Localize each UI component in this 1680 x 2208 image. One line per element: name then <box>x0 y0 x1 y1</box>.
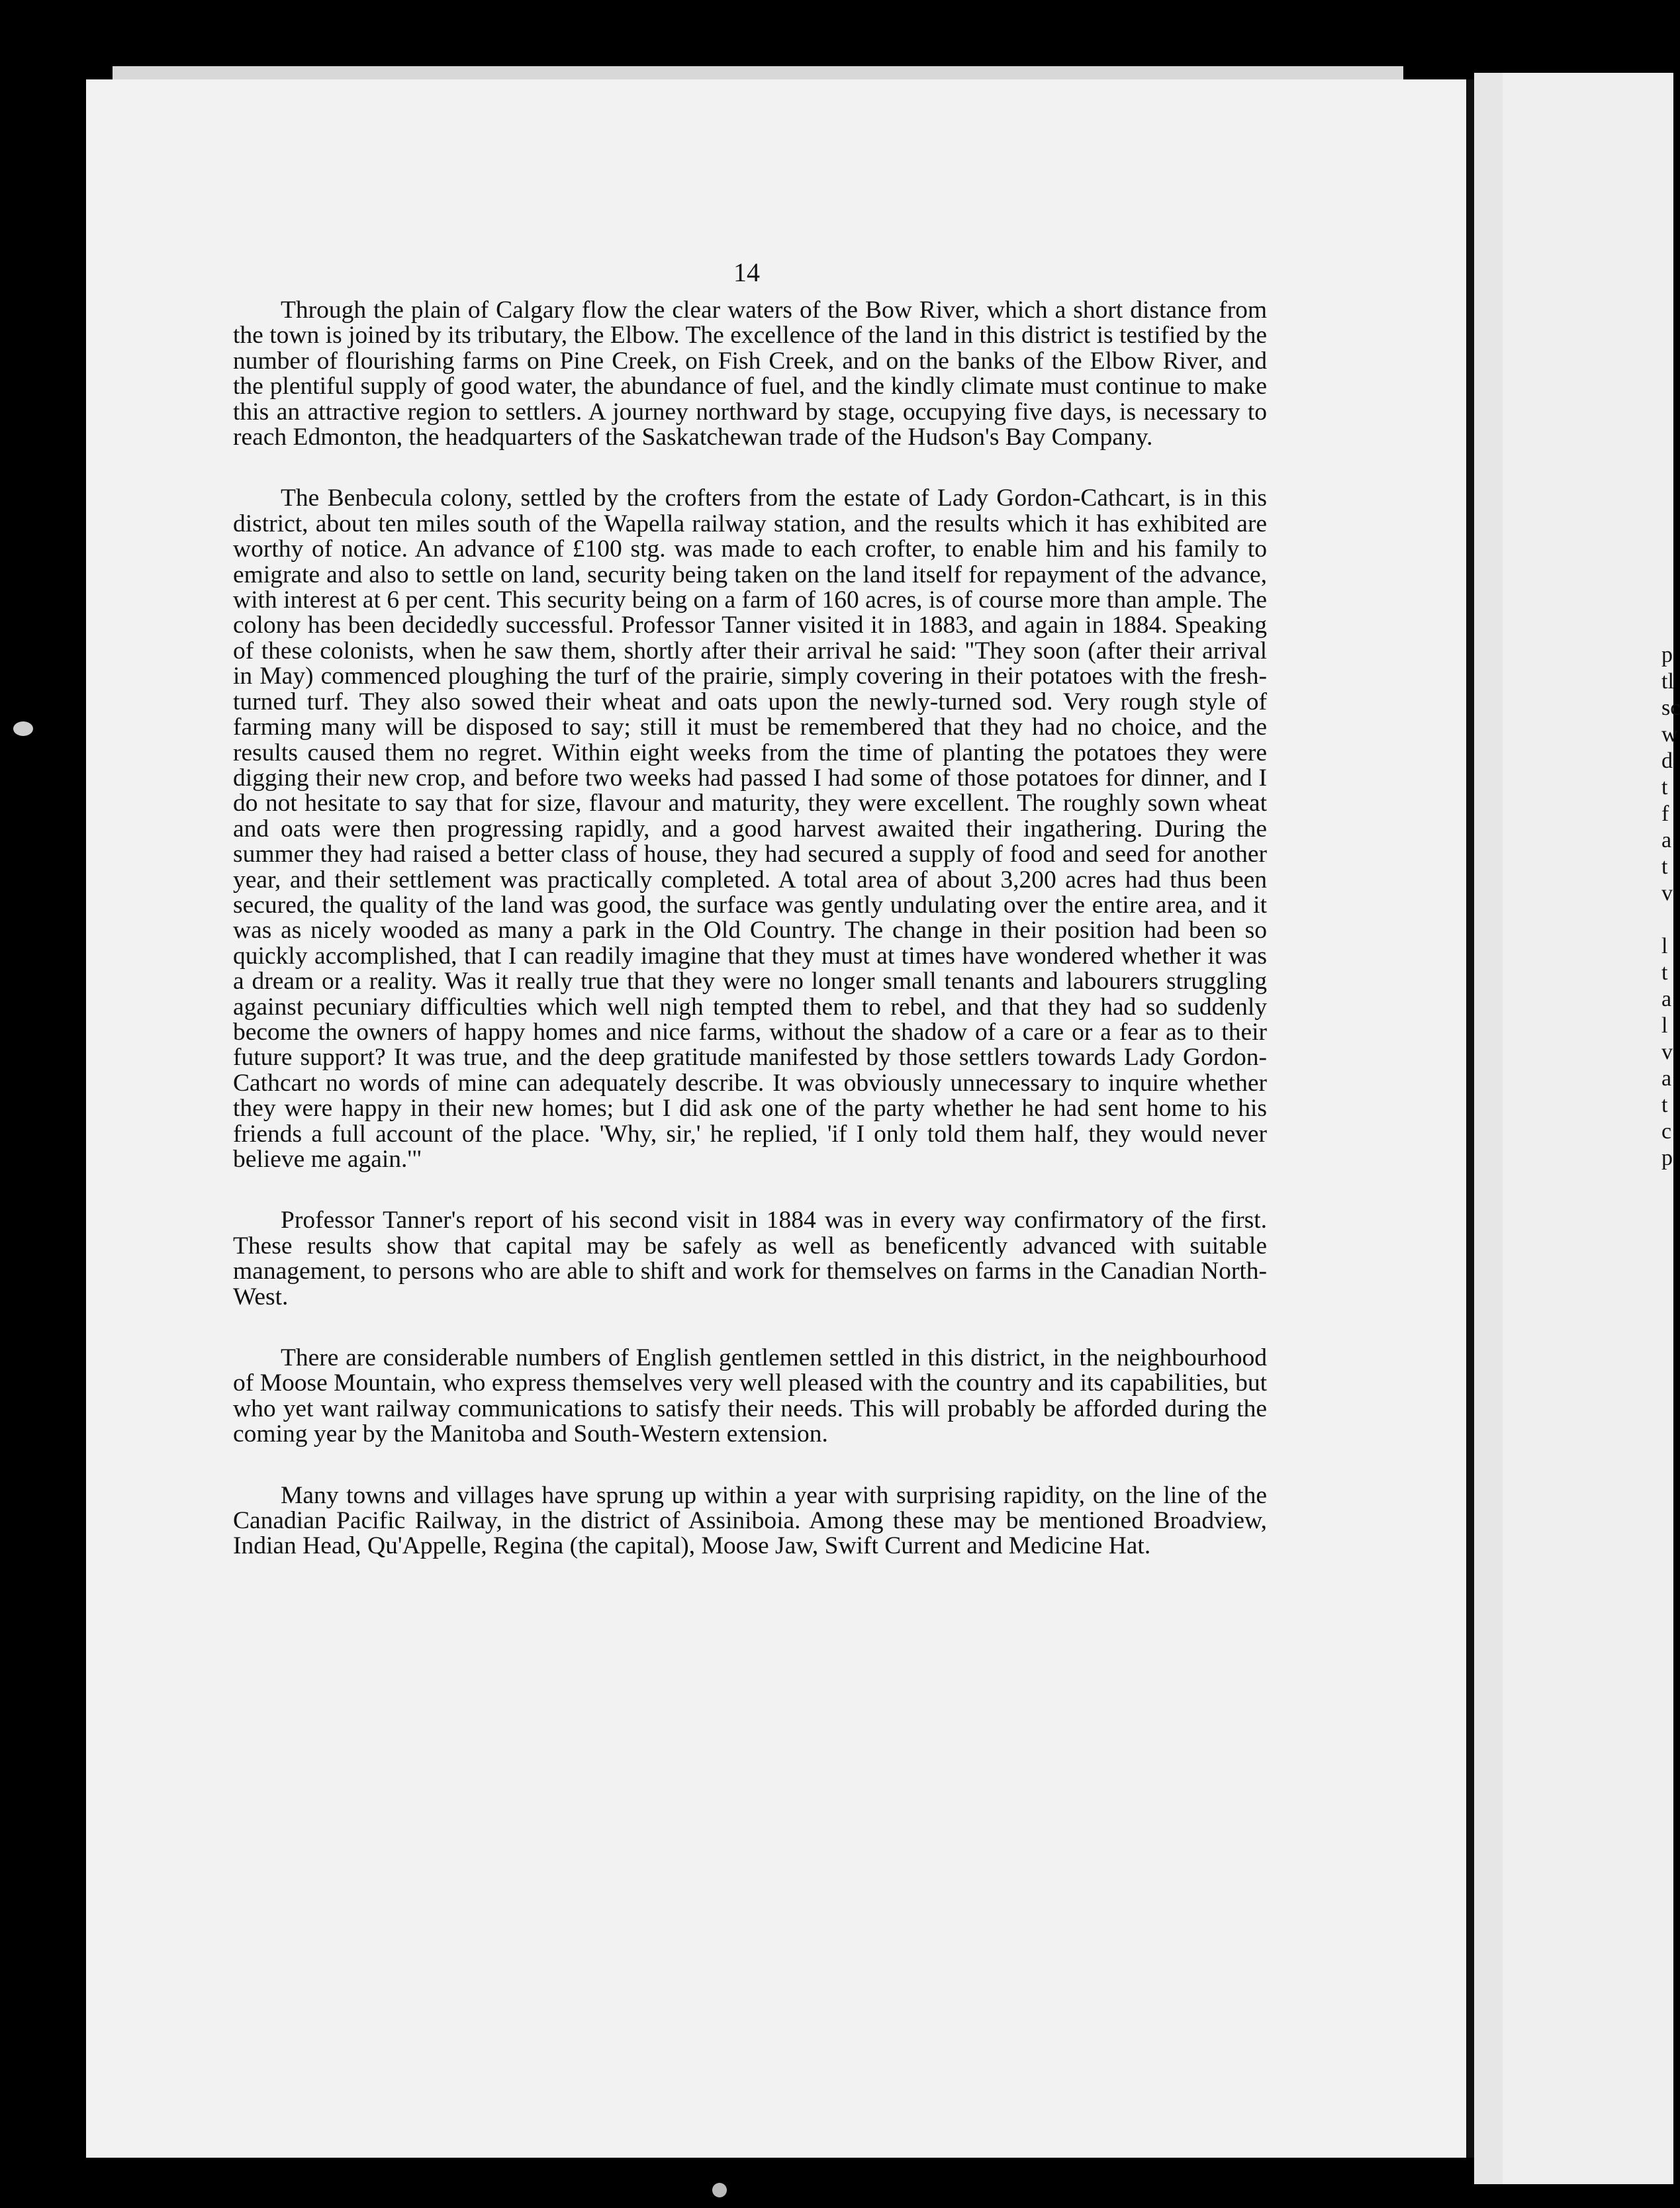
paragraph-moose-mountain: There are considerable numbers of English gentlemen settled in this district, in the neighbourhood of Moose Mountain, who express themselves very well pleased with the country and its capabilities, but who yet want railway communications to satisfy their needs. This will probably be afforded during the coming year by the Manitoba and South-Western extension. <box>233 1344 1267 1448</box>
book-binding <box>1466 79 1474 2158</box>
fragment-line: a <box>1661 828 1672 852</box>
fragment-line: d <box>1661 749 1673 773</box>
page-body <box>233 298 1267 1595</box>
fragment-line: a <box>1661 987 1672 1011</box>
fragment-line: v <box>1661 1040 1673 1064</box>
facing-page <box>1503 73 1680 2184</box>
fragment-line: t <box>1661 854 1668 879</box>
fragment-line: l <box>1661 1013 1668 1038</box>
fragment-line: t <box>1661 775 1668 800</box>
fragment-line: c <box>1661 1119 1672 1144</box>
fragment-line: v <box>1661 881 1673 905</box>
paragraph-calgary: Through the plain of Calgary flow the clear waters of the Bow River, which a short distance from the town is joined by its tributary, the Elbow. The excellence of the land in this district is testified by the number of flourishing farms on Pine Creek, on Fish Creek, and on the banks of the Elbow River, and the plentiful supply of good water, the abundance of fuel, and the kindly climate must continue to make this an attractive region to settlers. A journey northward by stage, occupying five days, is necessary to reach Edmonton, the headquarters of the Saskatchewan trade of the Hudson's Bay Company. <box>233 297 1267 451</box>
fragment-line: w <box>1661 722 1678 747</box>
fragment-line: p <box>1661 643 1673 667</box>
binding-gap <box>1474 73 1503 2184</box>
fragment-line: t <box>1661 960 1668 985</box>
fragment-line <box>1661 907 1673 933</box>
scan-speck <box>13 721 33 736</box>
paragraph-tanner-report: Professor Tanner's report of his second visit in 1884 was in every way confirmatory of the first. These results show that capital may be safely as well as beneficently advanced with suitable management, to persons who are able to shift and work for themselves on farms in the Canadian North-West. <box>233 1207 1267 1311</box>
fragment-line: f <box>1661 802 1669 826</box>
paragraph-benbecula: The Benbecula colony, settled by the crofters from the estate of Lady Gordon-Cathcart, is in this district, about ten miles south of the Wapella railway station, and the results which it has exhibited are worthy of notice. An advance of £100 stg. was made to each crofter, to enable him and his family to emigrate and also to settle on land, security being taken on the land itself for repayment of the advance, with interest at 6 per cent. This security being on a farm of 160 acres, is of course more than ample. The colony has been decidedly successful. Professor Tanner visited it in 1883, and again in 1884. Speaking of these colonists, when he saw them, shortly after their arrival he said: "They soon (after their arrival in May) commenced ploughing the turf of the prairie, simply covering in their potatoes with the fresh-turned turf. They also sowed their wheat and oats upon the newly-turned sod. Very rough style of farming many will be disposed to say; still it must be remembered that they had no choice, and the results caused them no regret. Within eight weeks from the time of planting the potatoes they were digging their new crop, and before two weeks had passed I had some of those potatoes for dinner, and I do not hesitate to say that for size, flavour and maturity, they were excellent. The roughly sown wheat and oats were then progressing rapidly, and a good harvest awaited their ingathering. During the summer they had raised a better class of house, they had secured a supply of food and seed for another year, and their settlement was practically completed. A total area of about 3,200 acres had thus been secured, the quality of the land was good, the surface was gently undulating over the entire area, and it was as nicely wooded as many a park in the Old Country. The change in their position had been so quickly accomplished, that I can readily imagine that they must at times have wondered whether it was a dream or a reality. Was it really true that they were no longer small tenants and labourers struggling against pecuniary difficulties which well nigh tempted them to rebel, and that they had so suddenly become the owners of happy homes and nice farms, without the shadow of a care or a fear as to their future support? It was true, and the deep gratitude manifested by those settlers towards Lady Gordon-Cathcart no words of mine can adequately describe. It was obviously unnecessary to inquire whether they were happy in their new homes; but I did ask one of the party whether he had sent home to his friends a full account of the place. 'Why, sir,' he replied, 'if I only told them half, they would never believe me again.'" <box>233 484 1267 1173</box>
facing-page-fragments <box>1661 642 1680 1172</box>
paragraph-towns: Many towns and villages have sprung up within a year with surprising rapidity, on the line of the Canadian Pacific Railway, in the district of Assiniboia. Among these may be mentioned Broadview, Indian Head, Qu'Appelle, Regina (the capital), Moose Jaw, Swift Current and Medicine Hat. <box>233 1481 1267 1560</box>
fragment-line: tl <box>1661 669 1674 694</box>
fragment-line: sc <box>1661 696 1680 720</box>
page-number: 14 <box>733 257 760 287</box>
fragment-line: a <box>1661 1066 1672 1091</box>
scan-mark <box>712 2183 727 2197</box>
fragment-line: t <box>1661 1093 1668 1117</box>
fragment-line: l <box>1661 934 1668 958</box>
fragment-line: p <box>1661 1146 1673 1170</box>
